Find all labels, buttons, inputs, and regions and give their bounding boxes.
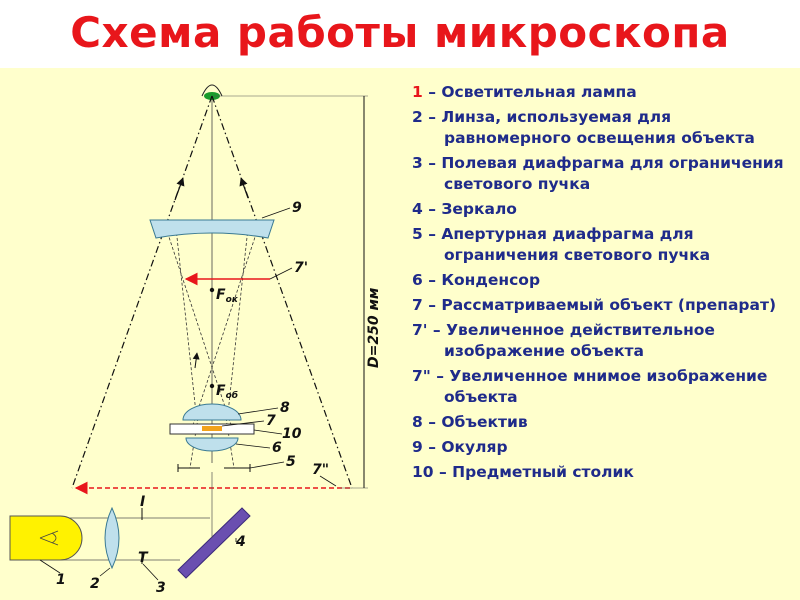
microscope-diagram [0,68,400,600]
legend-item: 3 – Полевая диафрагма для ограничения светового пучка [412,154,784,193]
ray-arrow-right [241,178,248,198]
label-T: T [138,550,148,566]
label-3: 3 [156,580,166,596]
label-1: 1 [56,572,66,588]
legend-item: 2 – Линза, используемая для равномерного освещения объекта [412,108,755,147]
leader-2 [100,568,110,576]
label-9: 9 [292,200,302,216]
legend-item: 7" – Увеличенное мнимое изображение объекта [412,367,768,406]
legend-item: 7' – Увеличенное действительное изображение объекта [412,321,715,360]
lamp [10,516,82,560]
ray-arrow-left [175,178,183,200]
label-I: I [140,494,146,510]
legend-item: 6 – Конденсор [412,271,541,289]
leader-3 [143,564,158,580]
label-10: 10 [282,426,302,442]
leader-9 [262,208,290,218]
ray-axis-arrow [195,353,197,368]
ray-inner-3 [176,228,196,413]
condenser-lens [186,438,238,451]
label-8: 8 [280,400,290,416]
label-2: 2 [90,576,100,592]
leader-6 [236,444,270,448]
label-5: 5 [286,454,296,470]
legend-item: 9 – Окуляр [412,438,508,456]
label-7-prime: 7' [294,260,309,276]
label-6: 6 [272,440,282,456]
label-4: 4 [236,534,246,550]
legend-list [412,82,797,483]
focus-eyepiece-dot [210,288,214,292]
focus-objective-dot [210,384,214,388]
leader-5 [250,462,284,468]
legend-item: 7 – Рассматриваемый объект (препарат) [412,296,777,314]
legend-item: 4 – Зеркало [412,200,517,218]
legend-item: 5 – Апертурная диафрагма для ограничения светового пучка [412,225,711,264]
legend-item: 10 – Предметный столик [412,463,634,481]
label-7-double-prime: 7" [312,462,330,478]
distance-label: D=250 мм [366,287,382,368]
legend-item: 8 – Объектив [412,413,528,431]
objective-lens [183,404,241,420]
label-7: 7 [266,413,276,429]
legend-item: 1 – Осветительная лампа [412,83,637,101]
focus-objective-label: $F_{об}$ [216,383,239,401]
focus-eyepiece-label: $F_{ок}$ [216,287,238,305]
leader-7p [270,268,292,279]
leader-10 [254,430,282,434]
illuminator-lens [105,508,119,568]
object-specimen [202,426,222,431]
legend [412,82,797,582]
page-title: Схема работы микроскопа [70,8,730,57]
ray-inner-4 [228,228,248,413]
